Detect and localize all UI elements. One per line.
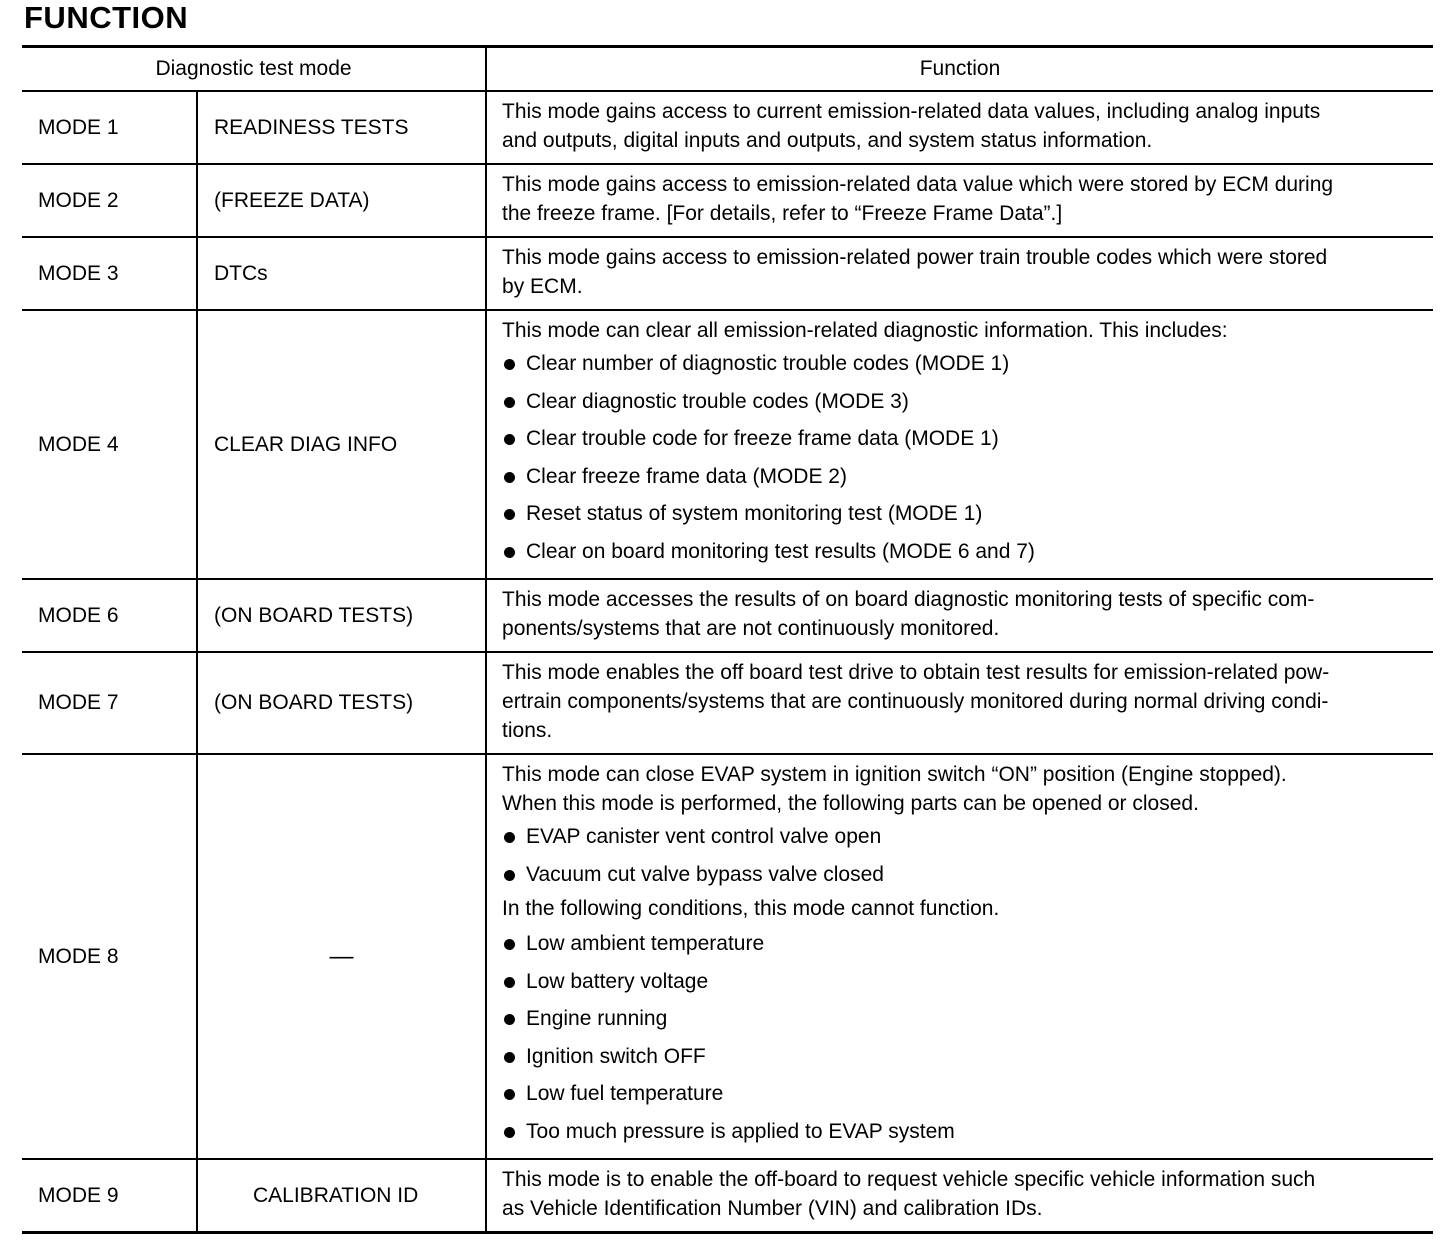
function-description bbox=[486, 754, 1433, 1159]
bullet-item bbox=[502, 1113, 1423, 1151]
bullet-item bbox=[502, 1075, 1423, 1113]
bullet-icon bbox=[504, 1052, 515, 1063]
description-line: This mode gains access to emission-related data value which were stored by ECM during bbox=[502, 173, 1334, 196]
function-description bbox=[486, 237, 1433, 310]
bullet-text: Clear on board monitoring test results (MODE 6 and 7) bbox=[526, 539, 1035, 563]
function-description bbox=[486, 310, 1433, 579]
mode-name-cell: (ON BOARD TESTS) bbox=[197, 579, 486, 652]
description-line: by ECM. bbox=[502, 275, 583, 298]
description-line: This mode gains access to emission-related power train trouble codes which were stored bbox=[502, 246, 1328, 269]
table-row bbox=[22, 164, 1433, 237]
mode-name-cell: DTCs bbox=[197, 237, 486, 310]
bullet-item bbox=[502, 856, 1423, 894]
bullet-item bbox=[502, 533, 1423, 571]
table-header-row bbox=[22, 47, 1433, 92]
description-line: This mode accesses the results of on board diagnostic monitoring tests of specific com- bbox=[502, 588, 1315, 611]
bullet-text: Clear trouble code for freeze frame data (MODE 1) bbox=[526, 427, 999, 450]
table-row bbox=[22, 237, 1433, 310]
table-row bbox=[22, 579, 1433, 652]
function-description bbox=[486, 91, 1433, 164]
description-line: This mode is to enable the off-board to request vehicle specific vehicle information such bbox=[502, 1168, 1316, 1191]
table-row bbox=[22, 652, 1433, 754]
description-line: tions. bbox=[502, 719, 553, 742]
bullet-text: Ignition switch OFF bbox=[526, 1044, 706, 1068]
bullet-text: Engine running bbox=[526, 1007, 668, 1030]
bullet-icon bbox=[504, 472, 515, 483]
bullet-icon bbox=[504, 832, 515, 843]
table-row bbox=[22, 310, 1433, 579]
bullet-text: Clear number of diagnostic trouble codes (MODE 1) bbox=[526, 352, 1010, 375]
function-description bbox=[486, 652, 1433, 754]
bullet-icon bbox=[504, 434, 515, 445]
mode-cell: MODE 2 bbox=[22, 164, 197, 237]
mode-cell: MODE 7 bbox=[22, 652, 197, 754]
bullet-item bbox=[502, 345, 1423, 383]
bullet-icon bbox=[504, 1127, 515, 1138]
function-description bbox=[486, 1159, 1433, 1233]
table-row bbox=[22, 754, 1433, 1159]
bullet-icon bbox=[504, 1089, 515, 1100]
header-diagnostic-test-mode: Diagnostic test mode bbox=[22, 47, 486, 92]
bullet-list bbox=[502, 818, 1423, 893]
mode-cell: MODE 8 bbox=[22, 754, 197, 1159]
mode-cell: MODE 4 bbox=[22, 310, 197, 579]
description-intro: This mode can clear all emission-related diagnostic information. This includes: bbox=[502, 319, 1228, 342]
function-description bbox=[486, 164, 1433, 237]
mode-cell: MODE 9 bbox=[22, 1159, 197, 1233]
mode-cell: MODE 1 bbox=[22, 91, 197, 164]
bullet-text: Low fuel temperature bbox=[526, 1082, 724, 1105]
bullet-icon bbox=[504, 977, 515, 988]
bullet-list bbox=[502, 925, 1423, 1150]
bullet-icon bbox=[504, 939, 515, 950]
dash-placeholder: — bbox=[329, 942, 354, 970]
description-line: as Vehicle Identification Number (VIN) and calibration IDs. bbox=[502, 1197, 1043, 1220]
mode-cell: MODE 3 bbox=[22, 237, 197, 310]
mode-name-cell: (ON BOARD TESTS) bbox=[197, 652, 486, 754]
function-table bbox=[22, 45, 1433, 1234]
mode-name-cell: CLEAR DIAG INFO bbox=[197, 310, 486, 579]
bullet-item bbox=[502, 925, 1423, 963]
description-line: and outputs, digital inputs and outputs, and system status information. bbox=[502, 129, 1153, 152]
bullet-item bbox=[502, 383, 1423, 421]
bullet-icon bbox=[504, 359, 515, 370]
header-function: Function bbox=[486, 47, 1433, 92]
bullet-item bbox=[502, 458, 1423, 496]
bullet-icon bbox=[504, 870, 515, 881]
function-description bbox=[486, 579, 1433, 652]
mode-name-cell: READINESS TESTS bbox=[197, 91, 486, 164]
bullet-text: Low battery voltage bbox=[526, 969, 709, 993]
table-row bbox=[22, 1159, 1433, 1233]
bullet-text: Reset status of system monitoring test (MODE 1) bbox=[526, 502, 983, 525]
description-line: When this mode is performed, the following parts can be opened or closed. bbox=[502, 792, 1199, 815]
description-line: the freeze frame. [For details, refer to “Freeze Frame Data”.] bbox=[502, 202, 1063, 225]
bullet-text: Clear diagnostic trouble codes (MODE 3) bbox=[526, 389, 909, 413]
bullet-text: Clear freeze frame data (MODE 2) bbox=[526, 464, 847, 488]
description-line: This mode can close EVAP system in ignition switch “ON” position (Engine stopped). bbox=[502, 763, 1287, 786]
bullet-icon bbox=[504, 397, 515, 408]
bullet-text: Low ambient temperature bbox=[526, 932, 765, 955]
bullet-item bbox=[502, 818, 1423, 856]
bullet-icon bbox=[504, 1014, 515, 1025]
page-title: FUNCTION bbox=[24, 0, 189, 35]
bullet-item bbox=[502, 495, 1423, 533]
mode-name-cell: CALIBRATION ID bbox=[197, 1159, 486, 1233]
description-line: ponents/systems that are not continuously monitored. bbox=[502, 617, 1000, 640]
mode-cell: MODE 6 bbox=[22, 579, 197, 652]
bullet-text: Vacuum cut valve bypass valve closed bbox=[526, 862, 884, 886]
description-line: This mode gains access to current emission-related data values, including analog inputs bbox=[502, 100, 1321, 123]
bullet-text: EVAP canister vent control valve open bbox=[526, 825, 882, 848]
bullet-icon bbox=[504, 509, 515, 520]
bullet-text: Too much pressure is applied to EVAP system bbox=[526, 1119, 955, 1143]
description-middle: In the following conditions, this mode cannot function. bbox=[502, 897, 1000, 920]
bullet-item bbox=[502, 1000, 1423, 1038]
mode-name-cell bbox=[197, 754, 486, 1159]
description-line: This mode enables the off board test drive to obtain test results for emission-related pow- bbox=[502, 661, 1330, 684]
mode-name-cell: (FREEZE DATA) bbox=[197, 164, 486, 237]
bullet-item bbox=[502, 1038, 1423, 1076]
table-row bbox=[22, 91, 1433, 164]
bullet-icon bbox=[504, 547, 515, 558]
description-line: ertrain components/systems that are continuously monitored during normal driving condi- bbox=[502, 690, 1329, 713]
bullet-item bbox=[502, 963, 1423, 1001]
bullet-item bbox=[502, 420, 1423, 458]
bullet-list bbox=[502, 345, 1423, 570]
